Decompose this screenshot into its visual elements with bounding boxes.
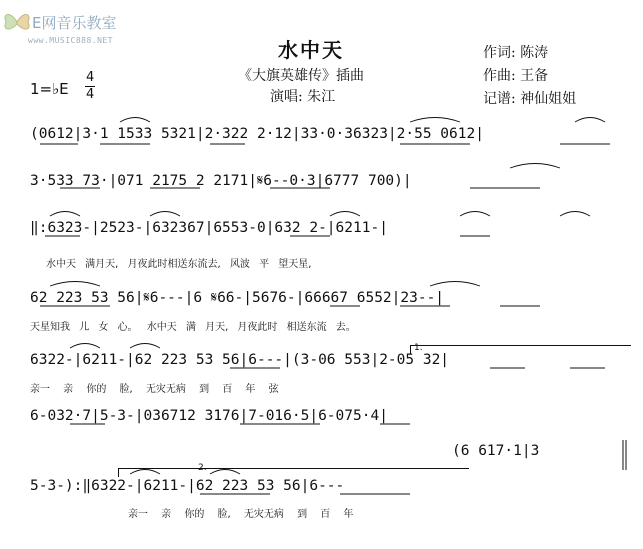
score-line-4: 62 223 53 56|𝄋6---|6 𝄋66-|5676-|66667 6552|23--| (30, 290, 445, 306)
transcriber-credit: 记谱: 神仙姐姐 (483, 91, 577, 107)
lyric-line-4: 天星知我 儿 女 心。 水中天 满 月天, 月夜此时 相送东流 去。 (30, 322, 356, 333)
score-line-5: 6322-|6211-|62 223 53 56|6---|(3-06 553|2-05 32| (30, 352, 450, 368)
key-signature: 1=♭E (30, 80, 69, 98)
lyric-line-7: 亲一 亲 你的 脸, 无灾无病 到 百 年 (128, 509, 354, 520)
volta-label-2: 2. (198, 463, 207, 473)
lyric-line-3: 水中天 满月天, 月夜此时相送东流去, 风波 平 望天星, (46, 259, 312, 270)
score-line-6: 6-032·7|5-3-|036712 3176|7-016·5|6-075·4| (30, 408, 388, 424)
site-name: E网音乐教室 (32, 14, 117, 32)
time-signature-bottom: 4 (86, 87, 95, 102)
composer-credit: 作曲: 王备 (483, 68, 549, 84)
score-line-7: 5-3-):‖6322-|6211-|62 223 53 56|6--- (30, 478, 345, 494)
volta-label-1: 1. (414, 343, 423, 353)
song-title: 水中天 (278, 38, 344, 62)
site-url: www.MUSIC888.NET (28, 36, 114, 45)
time-signature-top: 4 (86, 70, 95, 85)
song-subtitle: 《大旗英雄传》插曲 (238, 68, 364, 84)
lyricist-credit: 作词: 陈涛 (483, 45, 549, 61)
score-line-7-ending: (6 617·1|3 (452, 443, 540, 459)
score-line-3: ‖:6323-|2523-|632367|6553-0|632 2-|6211-| (30, 220, 388, 236)
lyric-line-5: 亲一 亲 你的 脸, 无灾无病 到 百 年 弦 (30, 384, 279, 395)
score-line-1: (0612|3·1 1533 5321|2·322 2·12|33·0·36323|2·55 0612| (30, 126, 484, 142)
singer-credit: 演唱: 朱江 (270, 89, 336, 105)
score-line-2: 3·533 73·|071 2175 2 2171|𝄋6--0·3|6777 700)| (30, 173, 412, 189)
